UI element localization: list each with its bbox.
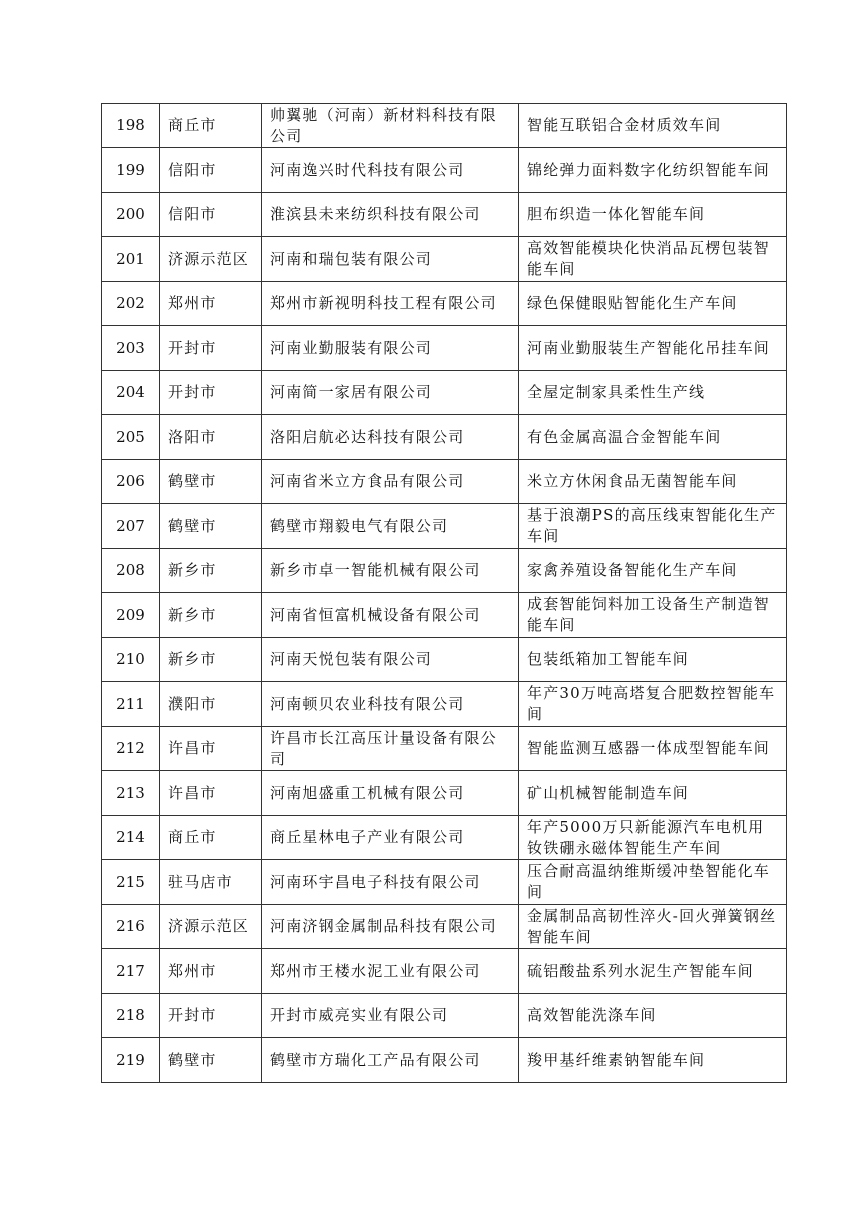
table-row xyxy=(102,104,787,148)
city-cell: 鹤壁市 xyxy=(160,504,262,549)
table-row xyxy=(102,193,787,237)
company-cell: 郑州市王楼水泥工业有限公司 xyxy=(262,949,519,994)
city-cell: 新乡市 xyxy=(160,593,262,638)
row-number: 201 xyxy=(102,237,160,282)
city-cell: 开封市 xyxy=(160,994,262,1038)
company-cell: 河南济钢金属制品科技有限公司 xyxy=(262,905,519,949)
company-cell: 河南省米立方食品有限公司 xyxy=(262,460,519,504)
project-cell: 年产30万吨高塔复合肥数控智能车间 xyxy=(519,682,787,727)
row-number: 203 xyxy=(102,326,160,371)
city-cell: 商丘市 xyxy=(160,104,262,148)
company-cell: 新乡市卓一智能机械有限公司 xyxy=(262,549,519,593)
table-row xyxy=(102,460,787,504)
row-number: 217 xyxy=(102,949,160,994)
city-cell: 驻马店市 xyxy=(160,860,262,905)
table-row xyxy=(102,504,787,549)
table-row xyxy=(102,860,787,905)
company-cell: 鹤壁市翔毅电气有限公司 xyxy=(262,504,519,549)
project-cell: 包装纸箱加工智能车间 xyxy=(519,638,787,682)
company-cell: 郑州市新视明科技工程有限公司 xyxy=(262,282,519,326)
city-cell: 商丘市 xyxy=(160,816,262,860)
project-cell: 智能监测互感器一体成型智能车间 xyxy=(519,727,787,771)
project-cell: 年产5000万只新能源汽车电机用钕铁硼永磁体智能生产车间 xyxy=(519,816,787,860)
project-cell: 胆布织造一体化智能车间 xyxy=(519,193,787,237)
table-row xyxy=(102,282,787,326)
project-cell: 硫铝酸盐系列水泥生产智能车间 xyxy=(519,949,787,994)
city-cell: 郑州市 xyxy=(160,282,262,326)
company-cell: 淮滨县未来纺织科技有限公司 xyxy=(262,193,519,237)
row-number: 214 xyxy=(102,816,160,860)
table-row xyxy=(102,949,787,994)
row-number: 212 xyxy=(102,727,160,771)
project-cell: 金属制品高韧性淬火-回火弹簧钢丝智能车间 xyxy=(519,905,787,949)
city-cell: 许昌市 xyxy=(160,727,262,771)
row-number: 209 xyxy=(102,593,160,638)
table-body xyxy=(102,104,787,1083)
row-number: 216 xyxy=(102,905,160,949)
project-cell: 全屋定制家具柔性生产线 xyxy=(519,371,787,415)
table-row xyxy=(102,593,787,638)
row-number: 206 xyxy=(102,460,160,504)
company-cell: 河南环宇昌电子科技有限公司 xyxy=(262,860,519,905)
project-cell: 成套智能饲料加工设备生产制造智能车间 xyxy=(519,593,787,638)
table-row xyxy=(102,771,787,816)
row-number: 219 xyxy=(102,1038,160,1083)
company-cell: 开封市威亮实业有限公司 xyxy=(262,994,519,1038)
table-row xyxy=(102,816,787,860)
table-row xyxy=(102,549,787,593)
company-cell: 河南顿贝农业科技有限公司 xyxy=(262,682,519,727)
row-number: 199 xyxy=(102,148,160,193)
row-number: 198 xyxy=(102,104,160,148)
project-cell: 高效智能模块化快消品瓦楞包装智能车间 xyxy=(519,237,787,282)
table-row xyxy=(102,148,787,193)
row-number: 200 xyxy=(102,193,160,237)
row-number: 211 xyxy=(102,682,160,727)
table-row xyxy=(102,1038,787,1083)
city-cell: 新乡市 xyxy=(160,549,262,593)
table-row xyxy=(102,682,787,727)
row-number: 210 xyxy=(102,638,160,682)
project-cell: 高效智能洗涤车间 xyxy=(519,994,787,1038)
row-number: 204 xyxy=(102,371,160,415)
city-cell: 新乡市 xyxy=(160,638,262,682)
project-cell: 家禽养殖设备智能化生产车间 xyxy=(519,549,787,593)
table-row xyxy=(102,905,787,949)
company-cell: 河南省恒富机械设备有限公司 xyxy=(262,593,519,638)
city-cell: 洛阳市 xyxy=(160,415,262,460)
city-cell: 开封市 xyxy=(160,371,262,415)
table-row xyxy=(102,727,787,771)
company-cell: 河南简一家居有限公司 xyxy=(262,371,519,415)
project-cell: 智能互联铝合金材质效车间 xyxy=(519,104,787,148)
company-cell: 洛阳启航必达科技有限公司 xyxy=(262,415,519,460)
table-row xyxy=(102,326,787,371)
city-cell: 鹤壁市 xyxy=(160,460,262,504)
row-number: 208 xyxy=(102,549,160,593)
row-number: 213 xyxy=(102,771,160,816)
row-number: 207 xyxy=(102,504,160,549)
city-cell: 济源示范区 xyxy=(160,905,262,949)
table-row xyxy=(102,415,787,460)
company-list-table xyxy=(101,103,787,1083)
table-row xyxy=(102,994,787,1038)
project-cell: 米立方休闲食品无菌智能车间 xyxy=(519,460,787,504)
project-cell: 绿色保健眼贴智能化生产车间 xyxy=(519,282,787,326)
table-row xyxy=(102,371,787,415)
company-cell: 帅翼驰（河南）新材料科技有限公司 xyxy=(262,104,519,148)
city-cell: 鹤壁市 xyxy=(160,1038,262,1083)
row-number: 205 xyxy=(102,415,160,460)
project-cell: 锦纶弹力面料数字化纺织智能车间 xyxy=(519,148,787,193)
row-number: 215 xyxy=(102,860,160,905)
company-cell: 河南业勤服装有限公司 xyxy=(262,326,519,371)
project-cell: 有色金属高温合金智能车间 xyxy=(519,415,787,460)
table-row xyxy=(102,638,787,682)
city-cell: 开封市 xyxy=(160,326,262,371)
company-cell: 河南和瑞包装有限公司 xyxy=(262,237,519,282)
project-cell: 压合耐高温纳维斯缓冲垫智能化车间 xyxy=(519,860,787,905)
project-cell: 矿山机械智能制造车间 xyxy=(519,771,787,816)
project-cell: 基于浪潮PS的高压线束智能化生产车间 xyxy=(519,504,787,549)
company-cell: 鹤壁市方瑞化工产品有限公司 xyxy=(262,1038,519,1083)
company-cell: 商丘星林电子产业有限公司 xyxy=(262,816,519,860)
table-row xyxy=(102,237,787,282)
company-cell: 河南逸兴时代科技有限公司 xyxy=(262,148,519,193)
row-number: 218 xyxy=(102,994,160,1038)
city-cell: 济源示范区 xyxy=(160,237,262,282)
city-cell: 郑州市 xyxy=(160,949,262,994)
company-cell: 河南旭盛重工机械有限公司 xyxy=(262,771,519,816)
company-cell: 河南天悦包装有限公司 xyxy=(262,638,519,682)
city-cell: 信阳市 xyxy=(160,148,262,193)
city-cell: 濮阳市 xyxy=(160,682,262,727)
row-number: 202 xyxy=(102,282,160,326)
project-cell: 羧甲基纤维素钠智能车间 xyxy=(519,1038,787,1083)
company-cell: 许昌市长江高压计量设备有限公司 xyxy=(262,727,519,771)
city-cell: 许昌市 xyxy=(160,771,262,816)
project-cell: 河南业勤服装生产智能化吊挂车间 xyxy=(519,326,787,371)
city-cell: 信阳市 xyxy=(160,193,262,237)
